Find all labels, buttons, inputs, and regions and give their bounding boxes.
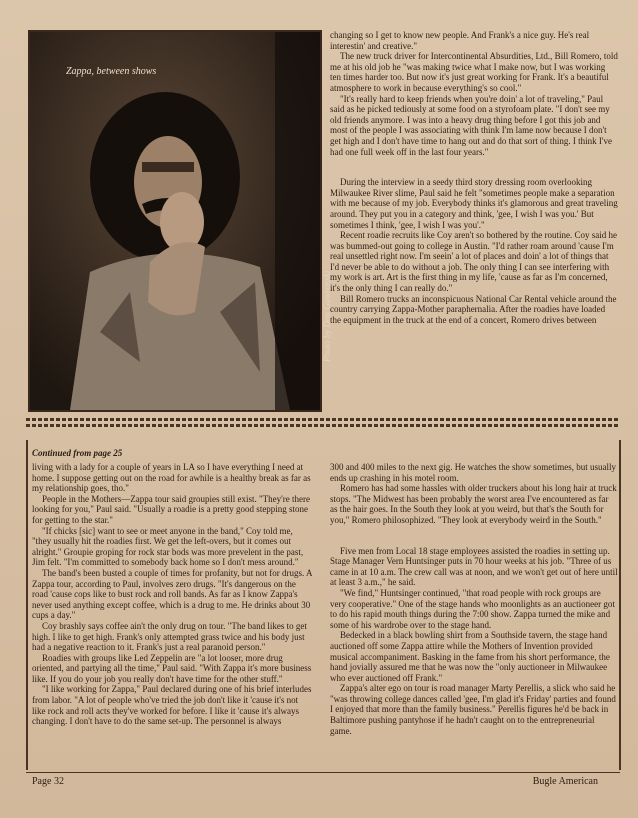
photo: [28, 30, 332, 412]
article-column-left-bottom: [32, 462, 312, 762]
photo-credit: Photo by Don Gawronski: [322, 270, 332, 362]
paragraph: Five men from Local 18 stage employees assisted the roadies in setting up. Stage Manager Vern Huntsinger puts in 70 hour weeks at his job. "Three of us came in at 10 a.m. The crew call was at noon, and we won't get out of here until at least 3 a.m.," he said.: [330, 545, 618, 588]
paragraph: The band's been busted a couple of times for profanity, but not for drugs. A Zappa tour, according to Paul, involves zero drugs. "It's dangerous on the road 'cause cops like to bust rock and roll bands. As far as I know Zappa's never used anything except coffee, which is a drug to me. He drinks about 30 cups a day.": [32, 567, 312, 621]
article-column-right-top: [330, 30, 618, 412]
page-number: Page 32: [32, 776, 64, 787]
zappa-photo: [30, 32, 320, 410]
right-border-line: [619, 440, 621, 770]
decorative-divider: [26, 424, 620, 427]
paragraph: "We find," Huntsinger continued, "that road people with rock groups are very cooperative." One of the stage hands who moonlights as an auctioneer got to do his rapid mouth things during the 7:00 show. Zappa turned the mike and some of his wardrobe over to the stage hand.: [330, 587, 615, 630]
photo-caption: Zappa, between shows: [66, 66, 157, 77]
paragraph: Roadies with groups like Led Zeppelin are "a lot looser, more drug oriented, and partying all the time," Paul said. "With Zappa it's more business like. If you do your job you really don't have time for the other stuff.": [32, 652, 312, 684]
paragraph: During the interview in a seedy third story dressing room overlooking Milwaukee River slime, Paul said he felt "sometimes people make a separation with me because of my job. Everybody thinks it's glamorous and great traveling around. They put you in a category and think, 'gee, I wish I was you.' But sometimes I think, 'gee, I wish I was you'.": [330, 177, 618, 230]
paragraph: living with a lady for a couple of years in LA so I have everything I need at home. I suppose getting out on the road for awhile is a healthy break as far as my relationship goes, tho.": [32, 462, 311, 494]
paragraph: The new truck driver for Intercontinental Absurdities, Ltd., Bill Romero, told me at his old job he "was making twice what I make now, but I was working ten times harder too. But now it's just great working for Frank. It's a beautiful atmosphere to work in because everything's so cool.": [330, 51, 618, 93]
article-column-right-bottom: [330, 462, 618, 762]
left-border-line: [26, 440, 28, 770]
continued-note: Continued from page 25: [32, 448, 123, 458]
paragraph: Coy brashly says coffee ain't the only drug on tour. "The band likes to get high. I like to get high. Frank's only attempted grass twice and his body just had a negative reaction to it. Frank's just a real paranoid person.": [32, 620, 307, 653]
decorative-divider: [26, 418, 620, 421]
publication-name: Bugle American: [532, 776, 598, 787]
paragraph: "I like working for Zappa," Paul declared during one of his brief interludes from labor. "A lot of people who've tried the job don't like it 'cause it's not like rock and roll acts they've worked for before. I like it 'cause it's always changing. I don't have to do the same set-up. The personnel is always: [32, 684, 312, 727]
paragraph: Zappa's alter ego on tour is road manager Marty Perellis, a slick who said he "was throwing college dances called 'gee, I'm glad it's Friday' parties and found I enjoyed that more than the family business." Perellis figures he'd be back in Baltimore pushing pantyhose if he hadn't caught on to the entrepreneurial game.: [330, 683, 616, 736]
footer-rule: [26, 772, 620, 773]
paragraph: Romero has had some hassles with older truckers about his long hair at truck stops. "The Midwest has been probably the worst area I've encountered as far as the hair goes. In the South they look at you weird, but that's the South for you," Romero philosophized. "They look at everybody weird in the South.": [330, 483, 617, 525]
paragraph: Recent roadie recruits like Coy aren't so bothered by the routine. Coy said he was bummed-out going to college in Austin. "I'd rather roam around 'cause I'm real unsettled right now. I'm seein' a lot of places and doin' a lot of things that I'd never be able to do without a job. The only thing I can see interfering with my work is art. Art is the first thing in my life, 'cause as far as I'm concerned, it's the only thing I can really do.": [330, 230, 618, 294]
paragraph: "It's really hard to keep friends when you're doin' a lot of traveling," Paul said as he picked tediously at some food on a styrofoam plate. "I don't see my old friends anymore. I was into a heavy drug thing before I got this job and most of the people I was associating with think I'm lame now because I don't get high and I don't have time to hang out and do that sort of thing. I think I've had one full week off in the last four years.": [330, 93, 612, 157]
paragraph: changing so I get to know new people. And Frank's a nice guy. He's real interestin' and creative.": [330, 30, 590, 51]
paragraph: Bill Romero trucks an inconspicuous National Car Rental vehicle around the country carrying Zappa-Mother paraphernalia. After the roadies have loaded the equipment in the truck at the end of a concert, Romero drives between: [330, 293, 617, 325]
paragraph: "If chicks [sic] want to see or meet anyone in the band," Coy told me, "they usually hit the roadies first. We get the left-overs, but it comes out alright." Groupie groping for rock star bods was more prevelent in the past, Jim felt. "I'm committed to somebody back home so I don't mess around.": [32, 525, 304, 568]
paragraph: Bedecked in a black bowling shirt from a Southside tavern, the stage hand auctioned off some Zappa attire while the Mothers of Invention provided musical accompaniment. Basking in the fame from his short performance, the hand jovially assured me that he was now the "only auctioneer in Milwaukee who ever auctioned off Frank.": [330, 630, 610, 683]
paragraph: People in the Mothers—Zappa tour said groupies still exist. "They're there looking for you," Paul said. "Usually a roadie is a pretty good stepping stone for getting to the star.": [32, 493, 310, 525]
paragraph: 300 and 400 miles to the next gig. He watches the show sometimes, but usually ends up crashing in his motel room.: [330, 462, 616, 483]
